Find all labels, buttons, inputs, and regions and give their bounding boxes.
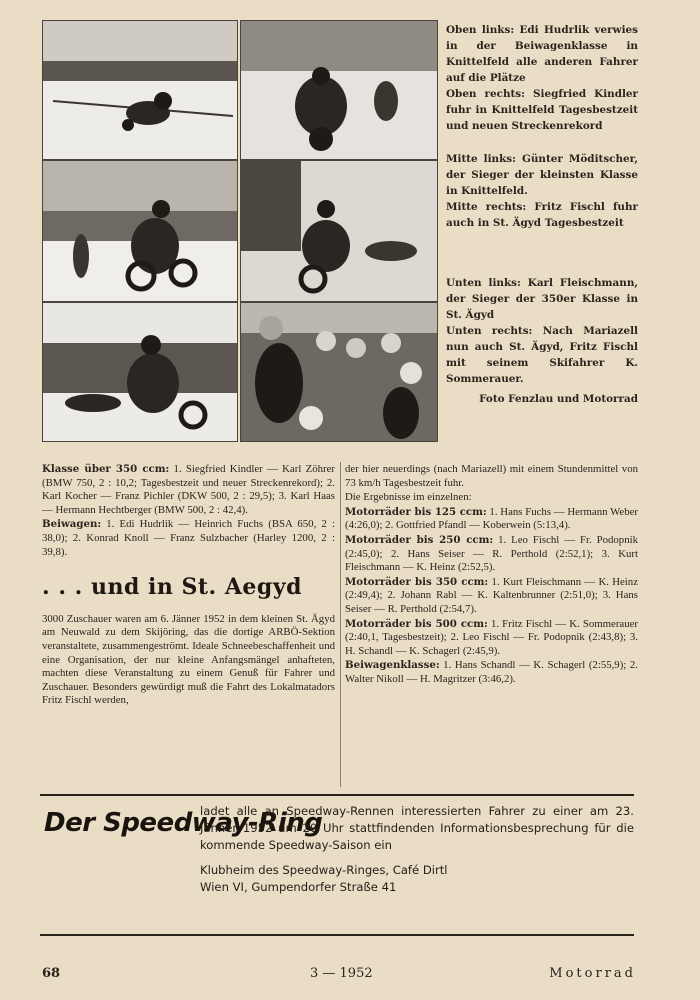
ad-address-line-1: Klubheim des Speedway-Ringes, Café Dirtl bbox=[200, 863, 448, 877]
results-125 bbox=[345, 506, 638, 533]
ad-text: ladet alle an Speedway-Rennen interessierten Fahrer zu einer am 23. Jänner 1952 um 20 Uhr stattfindenden Informationsbesprechung für die kommende Speedway-Saison ein bbox=[200, 804, 634, 852]
results-heading: Die Ergebnisse im einzelnen: bbox=[345, 491, 472, 504]
caption-bottom-right: Unten rechts: Nach Mariazell nun auch St. Ägyd, Fritz Fischl mit seinem Skifahrer K. Sommerauer. bbox=[446, 325, 638, 385]
class-results: 1. Siegfried Kindler — Karl Zöhrer (BMW 750, 2 : 10,2; Tagesbestzeit und neuer Streckenrekord); 2. Karl Kocher — Franz Pichler (DKW 500, 2 : 29,5); 3. Karl Haas — Hermann Hechtberger (BMW 500, 2 : 42,4). bbox=[42, 463, 335, 516]
column-divider bbox=[340, 462, 341, 787]
ad-address-line-2: Wien VI, Gumpendorfer Straße 41 bbox=[200, 880, 397, 894]
class-results: 1. Hans Schandl — K. Schagerl (2:55,9); 2. Walter Nikoll — H. Magritzer (3:46,2). bbox=[345, 659, 638, 685]
photo-fleischmann bbox=[42, 302, 238, 442]
class-results: 1. Edi Hudrlik — Heinrich Fuchs (BSA 650, 2 : 38,0); 2. Konrad Knoll — Franz Sulzbacher (Harley 1200, 2 : 39,8). bbox=[42, 518, 335, 558]
class-label: Beiwagen: bbox=[42, 518, 102, 531]
results-350 bbox=[345, 576, 638, 617]
article-headline: . . . und in St. Aegyd bbox=[42, 574, 302, 601]
class-label: Motorräder bis 250 ccm: bbox=[345, 533, 494, 546]
class-results: 1. Kurt Fleischmann — K. Heinz (2:49,4); 2. Johann Rabl — K. Kaltenbrunner (2:51,0); 3. Hans Seiser — R. Perthold (2:54,7). bbox=[345, 575, 638, 615]
ad-bottom-rule bbox=[40, 934, 634, 936]
class-results: 1. Fritz Fischl — K. Sommerauer (2:40,1, Tagesbestzeit); 2. Leo Fischl — Fr. Podopnik (2:43,8); 3. H. Schandl — K. Schagerl (2:45,9). bbox=[345, 617, 638, 657]
results-250 bbox=[345, 534, 638, 575]
class-results: 1. Hans Fuchs — Hermann Weber (4:26,0); 2. Gottfried Pfandl — Koberwein (5:13,4). bbox=[345, 505, 638, 532]
page-footer bbox=[42, 966, 636, 986]
caption-bottom-left: Unten links: Karl Fleischmann, der Sieger der 350er Klasse in St. Ägyd bbox=[446, 277, 638, 321]
ad-text-block bbox=[200, 803, 634, 896]
photo-kindler bbox=[240, 20, 438, 160]
class-label: Klasse über 350 ccm: bbox=[42, 463, 170, 475]
magazine-name: Motorrad bbox=[549, 966, 636, 981]
caption-top-left: Oben links: Edi Hudrlik verwies in der Beiwagenklasse in Knittelfeld alle anderen Fahrer auf die Plätze bbox=[446, 24, 638, 84]
photo-fischl bbox=[240, 160, 438, 302]
caption-middle-left: Mitte links: Günter Möditscher, der Sieger der kleinsten Klasse in Knittelfeld. bbox=[446, 153, 638, 197]
article-continuation: der hier neuerdings (nach Mariazell) mit einem Stundenmittel von 73 km/h Tagesbestzeit fuhr. bbox=[345, 463, 638, 489]
photo-grid bbox=[42, 20, 436, 440]
right-column bbox=[345, 463, 638, 688]
class-results: 1. Leo Fischl — Fr. Podopnik (2:45,0); 2. Hans Seiser — R. Perthold (2:52,1); 3. Kurt Fleischmann — K. Heinz (2:52,5). bbox=[345, 533, 638, 574]
photo-moeditscher bbox=[42, 160, 238, 302]
photo-captions bbox=[446, 22, 638, 407]
photo-sidecar bbox=[42, 20, 238, 160]
results-sidecar-knittelfeld bbox=[42, 518, 335, 559]
caption-top-right: Oben rechts: Siegfried Kindler fuhr in Knittelfeld Tagesbestzeit und neuen Streckenrekord bbox=[446, 88, 638, 132]
results-over-350 bbox=[42, 463, 335, 517]
ad-title: Der Speedway-Ring bbox=[44, 808, 323, 838]
left-column bbox=[42, 463, 335, 709]
results-sidecar bbox=[345, 659, 638, 686]
article-body: 3000 Zuschauer waren am 6. Jänner 1952 in dem kleinen St. Ägyd am Neuwald zu dem Skijöring, das die dortige ARBÖ-Sektion veranstaltete, zusammengeströmt. Ideale Schneebeschaffenheit und eine Organisation, der nur kleine Anfangsmängel anhafteten, machten diese Veranstaltung zu einem Genuß für Fahrer und Zuschauer. Besonders gewürdigt muß die Fahrt des Lokalmatadors Fritz Fischl werden, bbox=[42, 612, 335, 707]
photo-fischl-sommerauer bbox=[240, 302, 438, 442]
results-500 bbox=[345, 618, 638, 659]
ad-top-rule bbox=[40, 794, 634, 796]
photo-credit: Foto Fenzlau und Motorrad bbox=[479, 393, 638, 405]
issue-number: 3 — 1952 bbox=[310, 966, 373, 981]
class-label: Motorräder bis 500 ccm: bbox=[345, 617, 488, 630]
caption-middle-right: Mitte rechts: Fritz Fischl fuhr auch in St. Ägyd Tagesbestzeit bbox=[446, 201, 638, 229]
class-label: Beiwagenklasse: bbox=[345, 659, 440, 672]
class-label: Motorräder bis 350 ccm: bbox=[345, 575, 489, 588]
page-number: 68 bbox=[42, 966, 61, 981]
class-label: Motorräder bis 125 ccm: bbox=[345, 505, 487, 518]
